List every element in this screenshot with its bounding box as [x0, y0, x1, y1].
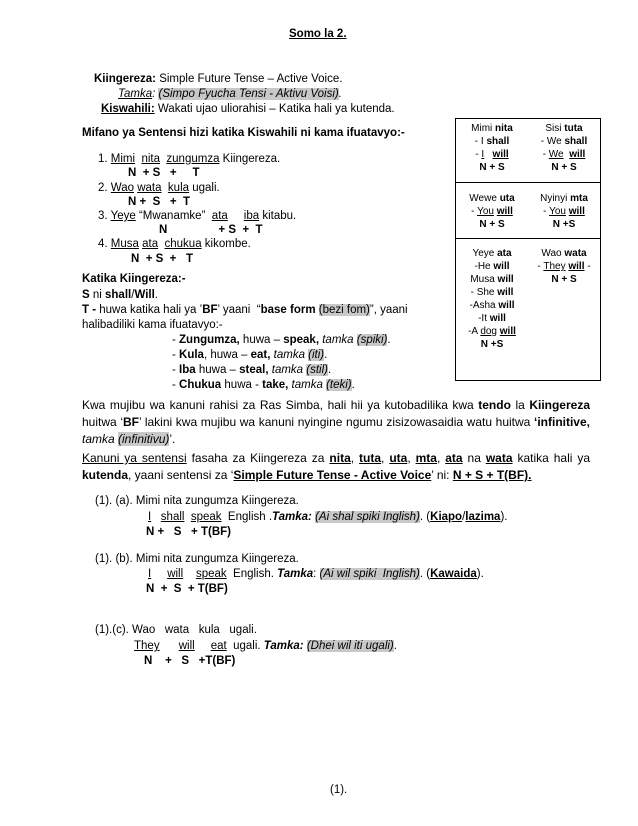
- cell-bold: will: [498, 300, 515, 311]
- cell-text: -He: [474, 261, 494, 272]
- table-cell: [526, 192, 602, 231]
- example-word: wata: [137, 182, 162, 194]
- table-cell: [526, 122, 602, 174]
- example-word: zungumza: [166, 153, 220, 165]
- space: [195, 640, 211, 652]
- table-cell: [456, 247, 528, 351]
- verb-pron: (stil): [306, 364, 328, 376]
- tamka-word: Tamka: [277, 568, 314, 580]
- sentence-formula: N + S +T(BF): [144, 655, 236, 667]
- cell-underline: I: [481, 149, 485, 160]
- para-bold: mta: [415, 451, 437, 465]
- t-line-2: halibadiliki kama ifuatavyo:-: [82, 319, 223, 331]
- bezi-fom-pron: (bezi fom): [318, 304, 370, 316]
- pronoun-table: [455, 118, 601, 381]
- para-text: fasaha za Kiingereza za: [186, 451, 330, 465]
- cell-text: -: [543, 206, 550, 217]
- table-divider: [456, 182, 600, 183]
- cell-bold: tuta: [564, 123, 583, 134]
- dot: .: [387, 334, 391, 346]
- cell-text: -: [537, 261, 544, 272]
- cell-text: -: [471, 206, 478, 217]
- cell-bold: will: [568, 206, 585, 217]
- sentence-english: [148, 568, 484, 580]
- cell-bold: shall: [486, 136, 510, 147]
- para-bold: kutenda: [82, 468, 129, 482]
- verb-row: [172, 364, 331, 376]
- pronunciation: (Dhei wil iti ugali): [306, 640, 394, 652]
- verb-row: [172, 349, 327, 361]
- cell-text: Musa: [470, 274, 498, 285]
- example-word: Wao: [110, 182, 135, 194]
- dot: .: [328, 364, 332, 376]
- example-formula: N + S + T: [128, 196, 190, 208]
- eng-word: eat: [210, 640, 227, 652]
- example-mid: “Mwanamke”: [135, 210, 212, 222]
- punct: . (: [419, 511, 431, 523]
- dot: .: [324, 349, 328, 361]
- tamka-word: tamka: [270, 349, 309, 361]
- slash: /: [131, 289, 135, 301]
- cell-formula: N + S: [551, 162, 577, 173]
- verb-row: [172, 379, 355, 391]
- paragraph-ras-simba: [82, 397, 590, 448]
- verb-en: steal,: [239, 364, 269, 376]
- tamka-line: [118, 88, 342, 100]
- cell-text: -A: [468, 326, 481, 337]
- table-cell: [456, 192, 528, 231]
- eng-word: They: [134, 640, 160, 652]
- para-bold: tuta: [359, 451, 382, 465]
- eng-word: speak: [190, 511, 222, 523]
- table-divider: [456, 238, 600, 239]
- cell-text: Sisi: [545, 123, 565, 134]
- example-rest: ugali.: [189, 182, 220, 194]
- kiswahili-line: [101, 103, 395, 115]
- sentence-label: (1). (b). Mimi nita zungumza Kiingereza.: [95, 553, 299, 565]
- cell-text: - I: [474, 136, 487, 147]
- s-letter: S: [82, 289, 90, 301]
- example-num: 1.: [98, 153, 108, 165]
- example-num: 3.: [98, 210, 108, 222]
- sentence-english: [134, 640, 397, 652]
- cell-bold: will: [569, 149, 586, 160]
- cell-underline: dog: [480, 326, 497, 337]
- example-word: Musa: [110, 238, 139, 250]
- cell-bold: mta: [570, 193, 588, 204]
- t-text: ”, yaani: [369, 304, 408, 316]
- example-1: [98, 153, 280, 165]
- eng-rest: ugali.: [226, 640, 264, 652]
- kiingereza-label: Kiingereza:: [94, 73, 156, 85]
- para-bold: nita: [329, 451, 351, 465]
- example-word: chukua: [164, 238, 202, 250]
- example-formula: N + S + T: [159, 224, 263, 236]
- para-italic: tamka: [82, 432, 119, 446]
- verb-mid: huwa –: [195, 364, 240, 376]
- page-number: (1).: [330, 784, 348, 796]
- cell-text: -: [584, 261, 591, 272]
- example-word: iba: [243, 210, 260, 222]
- space: [160, 640, 179, 652]
- verb-pron: (iti): [308, 349, 325, 361]
- space: [183, 568, 196, 580]
- example-rest: Kiingereza.: [219, 153, 281, 165]
- sentence-english: [148, 511, 508, 523]
- page-title: Somo la 2.: [289, 28, 347, 40]
- eng-word: I: [148, 568, 152, 580]
- s-line: [82, 289, 158, 301]
- cell-text: Wewe: [469, 193, 500, 204]
- cell-formula: N +S: [552, 219, 576, 230]
- verb-pron: (teki): [326, 379, 352, 391]
- cell-text: -Asha: [469, 300, 499, 311]
- dash: -: [172, 334, 180, 346]
- cell-underline: You: [549, 206, 566, 217]
- note-word: Kawaida: [430, 568, 477, 580]
- tamka-pron: (Simpo Fyucha Tensi - Aktivu Voisi): [158, 88, 339, 100]
- s-text: ni: [89, 289, 106, 301]
- cell-bold: will: [568, 261, 585, 272]
- table-cell: [456, 122, 528, 174]
- cell-bold: ata: [497, 248, 512, 259]
- pronunciation: (Ai wil spiki Inglish): [319, 568, 420, 580]
- example-word: Mimi: [110, 153, 136, 165]
- para-text: ,: [350, 451, 360, 465]
- example-num: 2.: [98, 182, 108, 194]
- verb-mid: , huwa –: [203, 349, 251, 361]
- cell-text: Mimi: [471, 123, 496, 134]
- base-form-word: base form: [260, 304, 316, 316]
- para-text: Kwa mujibu wa kanuni rahisi za Ras Simba, hali hii ya kutobadilika kwa: [82, 398, 479, 412]
- cell-text: -: [542, 149, 549, 160]
- tamka-word: tamka: [319, 334, 357, 346]
- para-text: ’.: [169, 432, 176, 446]
- sentence-formula: N + S + T(BF): [146, 526, 231, 538]
- tamka-word: Tamka:: [263, 640, 304, 652]
- bf-word: BF: [202, 304, 218, 316]
- verb-pron: (spiki): [356, 334, 388, 346]
- cell-bold: will: [493, 261, 510, 272]
- formula-bold: N + S + T(BF).: [452, 468, 532, 482]
- cell-underline: They: [543, 261, 566, 272]
- sentence-label: (1).(c). Wao wata kula ugali.: [95, 624, 257, 636]
- para-bold: tendo: [478, 398, 511, 412]
- t-letter: T -: [82, 304, 97, 316]
- cell-text: Yeye: [472, 248, 498, 259]
- para-pron: (infinitivu): [118, 432, 170, 446]
- para-bold: ‘infinitive,: [533, 415, 590, 429]
- cell-text: Wao: [541, 248, 565, 259]
- eng-word: will: [178, 640, 195, 652]
- punct: . (: [419, 568, 431, 580]
- cell-formula: N + S: [479, 219, 505, 230]
- dash: -: [172, 379, 180, 391]
- tamka-colon: :: [152, 88, 159, 100]
- verb-sw: Zungumza,: [179, 334, 240, 346]
- tamka-word: tamka: [288, 379, 327, 391]
- para-text: ’ lakini kwa mujibu wa kanuni nyingine ngumu zisizowasaidia watu huitwa: [138, 415, 534, 429]
- para-bold: wata: [485, 451, 513, 465]
- example-word: nita: [141, 153, 161, 165]
- shall-word: shall: [105, 289, 132, 301]
- eng-section-heading: Katika Kiingereza:-: [82, 273, 186, 285]
- dot: .: [154, 289, 158, 301]
- para-text: ’ ni:: [431, 468, 453, 482]
- verb-mid: huwa –: [239, 334, 284, 346]
- para-text: ,: [381, 451, 390, 465]
- table-cell: [526, 247, 602, 286]
- cell-formula: N +S: [480, 339, 504, 350]
- cell-bold: will: [499, 326, 516, 337]
- tamka-word: Tamka:: [272, 511, 312, 523]
- example-word: Yeye: [110, 210, 136, 222]
- cell-text: - We: [540, 136, 565, 147]
- para-text: na: [462, 451, 486, 465]
- t-text: huwa katika hali ya ’: [96, 304, 203, 316]
- kiingereza-text: Simple Future Tense – Active Voice.: [156, 73, 343, 85]
- example-3: [98, 210, 296, 222]
- dash: -: [172, 349, 180, 361]
- cell-underline: You: [477, 206, 494, 217]
- verb-row: [172, 334, 391, 346]
- verb-sw: Kula: [179, 349, 204, 361]
- cell-text: - She: [470, 287, 498, 298]
- cell-bold: uta: [499, 193, 515, 204]
- para-underline: Kanuni ya sentensi: [82, 451, 187, 465]
- para-bold: Simple Future Tense - Active Voice: [233, 468, 432, 482]
- example-2: [98, 182, 220, 194]
- example-formula: N + S + T: [131, 253, 193, 265]
- cell-formula: N + S: [551, 274, 577, 285]
- will-word: Will: [134, 289, 155, 301]
- punct: ).: [500, 511, 508, 523]
- cell-bold: wata: [564, 248, 587, 259]
- tamka-label: Tamka: [118, 88, 153, 100]
- examples-heading: Mifano ya Sentensi hizi katika Kiswahili ni kama ifuatavyo:-: [82, 127, 405, 139]
- para-bold: BF: [122, 415, 139, 429]
- punct: .: [393, 640, 397, 652]
- example-formula: N + S + T: [128, 167, 200, 179]
- punct: /: [462, 511, 466, 523]
- punct: :: [313, 568, 320, 580]
- note-word: lazima: [465, 511, 501, 523]
- cell-bold: will: [497, 274, 514, 285]
- punct: ).: [476, 568, 484, 580]
- space: [151, 568, 167, 580]
- example-rest: kitabu.: [259, 210, 297, 222]
- example-word: kula: [167, 182, 190, 194]
- paragraph-kanuni: [82, 450, 590, 484]
- kiswahili-text: Wakati ujao uliorahisi – Katika hali ya kutenda.: [154, 103, 395, 115]
- example-num: 4.: [98, 238, 108, 250]
- para-text: ,: [407, 451, 416, 465]
- verb-en: speak,: [283, 334, 320, 346]
- space: [151, 511, 161, 523]
- example-rest: kikombe.: [201, 238, 251, 250]
- sentence-formula: N + S + T(BF): [146, 583, 228, 595]
- kiingereza-line: [94, 73, 342, 85]
- eng-word: will: [167, 568, 184, 580]
- tamka-end: .: [338, 88, 342, 100]
- cell-bold: will: [489, 313, 506, 324]
- cell-underline: We: [548, 149, 564, 160]
- cell-bold: will: [496, 206, 513, 217]
- example-word: ata: [142, 238, 159, 250]
- cell-text: [484, 149, 492, 160]
- cell-text: -It: [478, 313, 490, 324]
- para-bold: ata: [445, 451, 463, 465]
- cell-bold: will: [497, 287, 514, 298]
- para-text: , yaani sentensi za ‘: [128, 468, 234, 482]
- note-word: Kiapo: [430, 511, 463, 523]
- tamka-word: tamka: [268, 364, 307, 376]
- dash: -: [172, 364, 180, 376]
- verb-sw: Iba: [179, 364, 196, 376]
- cell-text: -: [475, 149, 482, 160]
- cell-bold: will: [492, 149, 509, 160]
- eng-word: speak: [195, 568, 227, 580]
- kiswahili-label: Kiswahili:: [101, 103, 155, 115]
- verb-mid: huwa -: [221, 379, 263, 391]
- cell-formula: N + S: [479, 162, 505, 173]
- para-text: ,: [436, 451, 446, 465]
- cell-bold: nita: [495, 123, 513, 134]
- sentence-label: (1). (a). Mimi nita zungumza Kiingereza.: [95, 495, 299, 507]
- para-text: katika hali ya: [512, 451, 591, 465]
- t-line: [82, 304, 408, 316]
- dot: .: [351, 379, 355, 391]
- pronunciation: (Ai shal spiki Inglish): [315, 511, 420, 523]
- verb-sw: Chukua: [179, 379, 222, 391]
- eng-rest: English .: [221, 511, 273, 523]
- para-bold: Kiingereza: [529, 398, 590, 412]
- example-4: [98, 238, 251, 250]
- para-bold: uta: [389, 451, 408, 465]
- cell-bold: shall: [564, 136, 588, 147]
- para-text: huitwa ‘: [82, 415, 123, 429]
- cell-text: Nyinyi: [540, 193, 571, 204]
- eng-word: shall: [160, 511, 185, 523]
- para-text: la: [510, 398, 530, 412]
- eng-rest: English.: [226, 568, 278, 580]
- example-word: ata: [211, 210, 228, 222]
- eng-word: I: [148, 511, 152, 523]
- verb-en: take,: [262, 379, 289, 391]
- verb-en: eat,: [250, 349, 271, 361]
- t-text: ’ yaani “: [217, 304, 261, 316]
